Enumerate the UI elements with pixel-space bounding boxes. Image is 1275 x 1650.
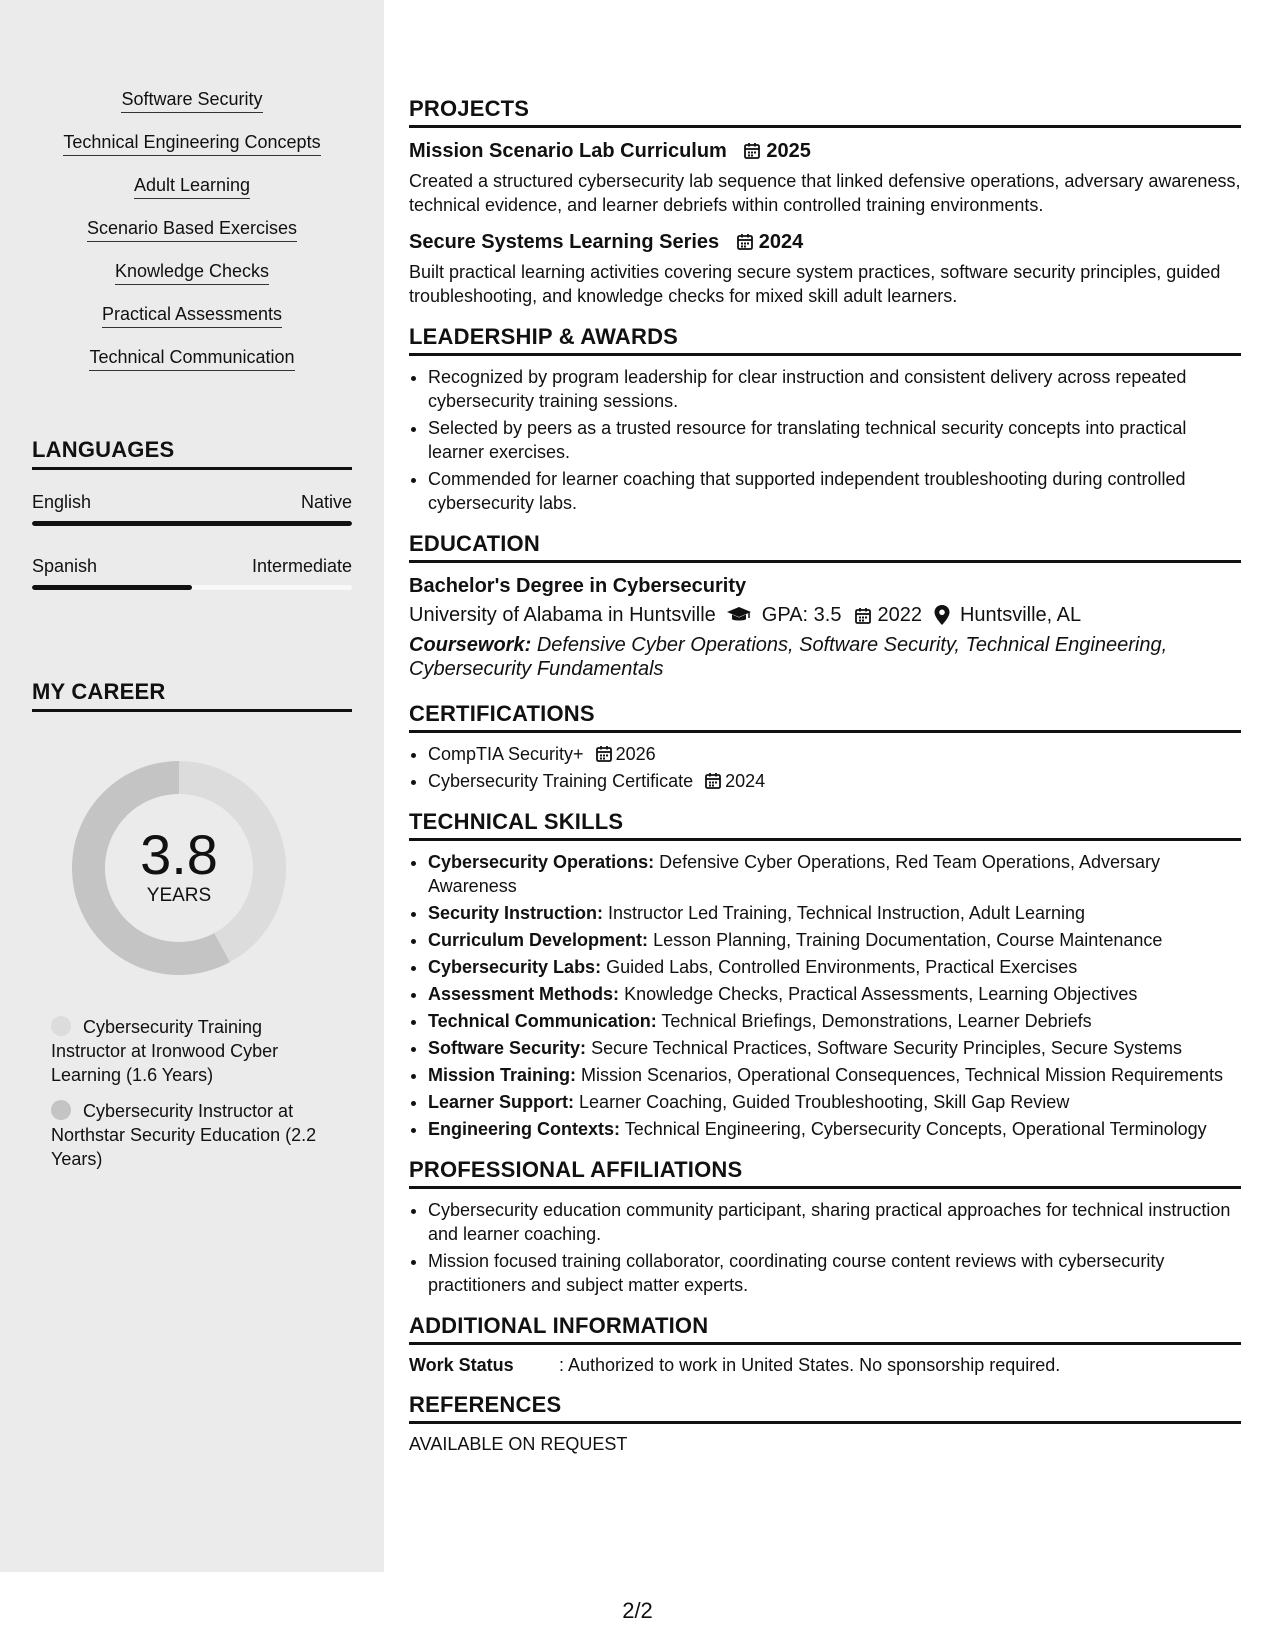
career-legend xyxy=(51,1015,321,1183)
additional-info-heading: ADDITIONAL INFORMATION xyxy=(409,1313,1241,1345)
language-item xyxy=(32,492,352,526)
skill-label: Engineering Contexts: xyxy=(428,1119,621,1139)
skill-tag: Adult Learning xyxy=(134,174,250,199)
school-location: Huntsville, AL xyxy=(959,604,1082,626)
skill-label: Mission Training: xyxy=(428,1065,577,1085)
certification-year: 2026 xyxy=(615,744,656,764)
career-section xyxy=(32,679,352,1169)
location-pin-icon xyxy=(934,605,950,625)
project-title: Secure Systems Learning Series xyxy=(409,231,720,253)
skill-value: Instructor Led Training, Technical Instruction, Adult Learning xyxy=(608,903,1085,923)
skill-tag: Practical Assessments xyxy=(102,303,282,328)
language-level: Intermediate xyxy=(251,556,352,576)
skill-tags xyxy=(32,88,352,389)
references-heading: REFERENCES xyxy=(409,1392,1241,1424)
career-role-label: Cybersecurity Instructor at Northstar Security Education (2.2 Years) xyxy=(51,1101,317,1169)
languages-section xyxy=(32,437,352,590)
education-heading: EDUCATION xyxy=(409,531,1241,563)
skill-value: Technical Briefings, Demonstrations, Learner Debriefs xyxy=(661,1011,1092,1031)
legend-dot xyxy=(51,1016,71,1036)
skill-item xyxy=(428,1063,1241,1087)
skill-tag: Scenario Based Exercises xyxy=(87,217,297,242)
affiliations-heading: PROFESSIONAL AFFILIATIONS xyxy=(409,1157,1241,1189)
education-meta xyxy=(409,601,1241,629)
list-item: • Mission focused training collaborator, coordinating course content reviews with cybersecurity practitioners and subject matter experts. xyxy=(428,1249,1241,1297)
calendar-icon xyxy=(737,233,753,250)
project-item xyxy=(409,138,1241,217)
skill-item xyxy=(428,901,1241,925)
leadership-list xyxy=(409,365,1241,515)
skill-tag: Technical Communication xyxy=(89,346,294,371)
sidebar xyxy=(0,0,384,1572)
list-item: • Selected by peers as a trusted resource for translating technical security concepts into practical learner exercises. xyxy=(428,416,1241,464)
coursework-list: Defensive Cyber Operations, Software Security, Technical Engineering, Cybersecurity Fundamentals xyxy=(409,634,1168,680)
calendar-icon xyxy=(596,745,612,762)
skill-label: Security Instruction: xyxy=(428,903,604,923)
project-item xyxy=(409,229,1241,308)
skill-item xyxy=(428,1009,1241,1033)
certification-year: 2024 xyxy=(725,771,766,791)
skill-item xyxy=(428,982,1241,1006)
career-role xyxy=(51,1099,321,1171)
language-proficiency-bar xyxy=(32,521,352,526)
skill-value: Knowledge Checks, Practical Assessments, Learning Objectives xyxy=(624,984,1138,1004)
list-item: • Cybersecurity education community participant, sharing practical approaches for technical instruction and learner coaching. xyxy=(428,1198,1241,1246)
coursework-label: Coursework: xyxy=(409,634,532,656)
skill-label: Learner Support: xyxy=(428,1092,575,1112)
language-name: English xyxy=(32,492,92,512)
skill-label: Technical Communication: xyxy=(428,1011,657,1031)
language-item xyxy=(32,556,352,590)
calendar-icon xyxy=(705,772,721,789)
graduation-cap-icon xyxy=(726,606,752,624)
career-role xyxy=(51,1015,321,1087)
certifications-heading: CERTIFICATIONS xyxy=(409,701,1241,733)
language-proficiency-fill xyxy=(32,521,352,526)
skill-item xyxy=(428,1117,1241,1141)
career-donut xyxy=(66,755,292,981)
skill-value: Mission Scenarios, Operational Consequences, Technical Mission Requirements xyxy=(581,1065,1224,1085)
work-status-label: Work Status xyxy=(409,1355,514,1375)
projects-heading: PROJECTS xyxy=(409,96,1241,128)
skill-item xyxy=(428,928,1241,952)
affiliations-list xyxy=(409,1198,1241,1297)
skill-label: Cybersecurity Operations: xyxy=(428,852,655,872)
work-status-value: : Authorized to work in United States. No sponsorship required. xyxy=(559,1355,1061,1375)
certification-item xyxy=(428,742,1241,766)
skill-value: Technical Engineering, Cybersecurity Concepts, Operational Terminology xyxy=(624,1119,1207,1139)
skill-tag: Software Security xyxy=(121,88,262,113)
certifications-list xyxy=(409,742,1241,793)
career-total-unit: YEARS xyxy=(146,885,212,906)
main-content xyxy=(409,96,1241,1455)
skill-item xyxy=(428,955,1241,979)
degree-title: Bachelor's Degree in Cybersecurity xyxy=(409,575,747,597)
references-text: AVAILABLE ON REQUEST xyxy=(409,1434,628,1454)
languages-heading: LANGUAGES xyxy=(32,437,352,470)
list-item: • Commended for learner coaching that supported independent troubleshooting during controlled cybersecurity labs. xyxy=(428,467,1241,515)
legend-dot xyxy=(51,1100,71,1120)
skill-value: Guided Labs, Controlled Environments, Practical Exercises xyxy=(606,957,1078,977)
skill-value: Defensive Cyber Operations, Red Team Operations, Adversary Awareness xyxy=(428,852,1160,896)
coursework xyxy=(409,633,1241,681)
language-name: Spanish xyxy=(32,556,98,576)
certification-name: Cybersecurity Training Certificate xyxy=(428,771,694,791)
skill-item xyxy=(428,1090,1241,1114)
skill-label: Curriculum Development: xyxy=(428,930,649,950)
school-name: University of Alabama in Huntsville xyxy=(409,604,716,626)
certification-name: CompTIA Security+ xyxy=(428,744,584,764)
calendar-icon xyxy=(855,607,871,624)
language-level: Native xyxy=(300,492,352,512)
language-proficiency-bar xyxy=(32,585,352,590)
language-proficiency-fill xyxy=(32,585,192,590)
page-number: 2/2 xyxy=(622,1598,653,1623)
work-status xyxy=(409,1355,1241,1376)
calendar-icon xyxy=(744,142,760,159)
skill-tag: Knowledge Checks xyxy=(115,260,269,285)
skill-value: Lesson Planning, Training Documentation, Course Maintenance xyxy=(653,930,1163,950)
career-role-label: Cybersecurity Training Instructor at Ironwood Cyber Learning (1.6 Years) xyxy=(51,1017,279,1085)
project-description: Created a structured cybersecurity lab sequence that linked defensive operations, adversary awareness, technical evidence, and learner debriefs within controlled training environments. xyxy=(409,171,1241,215)
skill-label: Cybersecurity Labs: xyxy=(428,957,602,977)
skill-label: Assessment Methods: xyxy=(428,984,620,1004)
career-heading: MY CAREER xyxy=(32,679,352,712)
list-item: • Recognized by program leadership for clear instruction and consistent delivery across repeated cybersecurity training sessions. xyxy=(428,365,1241,413)
graduation-year: 2022 xyxy=(877,604,922,626)
project-year: 2024 xyxy=(758,231,804,253)
skill-value: Learner Coaching, Guided Troubleshooting, Skill Gap Review xyxy=(579,1092,1070,1112)
skill-label: Software Security: xyxy=(428,1038,587,1058)
project-description: Built practical learning activities covering secure system practices, software security principles, guided troubleshooting, and knowledge checks for mixed skill adult learners. xyxy=(409,262,1221,306)
certification-item xyxy=(428,769,1241,793)
technical-skills-heading: TECHNICAL SKILLS xyxy=(409,809,1241,841)
skill-value: Secure Technical Practices, Software Security Principles, Secure Systems xyxy=(591,1038,1182,1058)
leadership-heading: LEADERSHIP & AWARDS xyxy=(409,324,1241,356)
technical-skills-list xyxy=(409,850,1241,1141)
skill-item xyxy=(428,1036,1241,1060)
project-title: Mission Scenario Lab Curriculum xyxy=(409,140,727,162)
project-year: 2025 xyxy=(766,140,811,162)
career-total-years: 3.8 xyxy=(140,823,218,886)
gpa: GPA: 3.5 xyxy=(761,604,842,626)
skill-item xyxy=(428,850,1241,898)
skill-tag: Technical Engineering Concepts xyxy=(63,131,320,156)
